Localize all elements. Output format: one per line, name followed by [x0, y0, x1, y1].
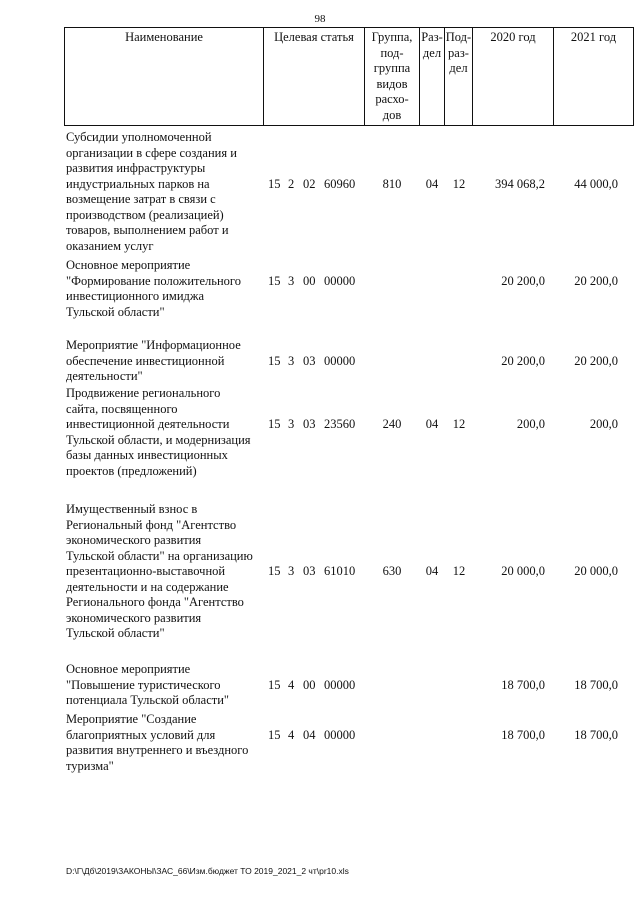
- row-name-line: развития внутреннего и въездного: [66, 743, 249, 757]
- expense-group: 630: [382, 564, 402, 578]
- target-article-subprogram: 2: [288, 176, 295, 191]
- row-name: [66, 130, 266, 254]
- target-article-subprogram: 3: [288, 353, 295, 368]
- row-name-line: организации в сфере создания и: [66, 145, 237, 160]
- row-name-line: обеспечение инвестиционной: [66, 353, 225, 368]
- header-group: [365, 30, 419, 123]
- target-article-direction: 60960: [324, 176, 356, 191]
- header-subsection-line: дел: [449, 61, 468, 75]
- target-article-direction: 61010: [324, 564, 356, 578]
- subsection: 12: [452, 564, 466, 578]
- header-group-line: видов: [376, 76, 408, 91]
- row-name-line: производством (реализацией): [66, 207, 224, 222]
- header-section: [420, 30, 444, 61]
- row-name-line: Тульской области" на организацию: [66, 548, 253, 563]
- target-article-subprogram: 4: [288, 727, 295, 742]
- row-name-line: Основное мероприятие: [66, 258, 191, 272]
- row-name-line: Основное мероприятие: [66, 662, 191, 676]
- header-group-line: дов: [382, 107, 402, 122]
- row-name-line: Субсидии уполномоченной: [66, 130, 212, 144]
- header-subsection: [445, 30, 472, 77]
- amount-2021: 44 000,0: [574, 176, 618, 191]
- row-name-line: презентационно-выставочной: [66, 564, 226, 578]
- row-name-line: Мероприятие "Информационное: [66, 338, 241, 352]
- header-group-line: под-: [380, 45, 404, 60]
- target-article-event: 03: [303, 417, 316, 431]
- amount-2020: 20 000,0: [501, 564, 545, 578]
- header-divider: [633, 27, 634, 126]
- header-target-article: Целевая статья: [274, 30, 354, 44]
- target-article-program: 15: [268, 176, 281, 191]
- row-name-line: инвестиционной деятельности: [66, 417, 230, 431]
- header-year-2021: 2021 год: [570, 30, 617, 44]
- amount-2020: 200,0: [516, 417, 545, 431]
- row-name-line: индустриальных парков на: [66, 176, 210, 191]
- target-article-subprogram: 3: [288, 564, 295, 578]
- row-name-line: потенциала Тульской области": [66, 693, 230, 707]
- row-name-line: Тульской области, и модернизация: [66, 432, 251, 447]
- amount-2021: 200,0: [589, 417, 618, 431]
- row-name-line: "Формирование положительного: [66, 273, 241, 288]
- row-name-line: оказанием услуг: [66, 238, 154, 253]
- row-name-line: экономического развития: [66, 533, 202, 547]
- target-article-direction: 00000: [324, 273, 356, 288]
- row-name-line: Тульской области": [66, 626, 165, 640]
- row-name-line: экономического развития: [66, 610, 202, 625]
- target-article-event: 04: [303, 727, 316, 742]
- row-name-line: базы данных инвестиционных: [66, 448, 228, 462]
- amount-2021: 20 000,0: [574, 564, 618, 578]
- amount-2020: 18 700,0: [501, 677, 545, 692]
- target-article-direction: 23560: [324, 417, 356, 431]
- target-article-direction: 00000: [324, 727, 356, 742]
- expense-group: 810: [382, 176, 402, 191]
- amount-2021: 18 700,0: [574, 677, 618, 692]
- amount-2021: 18 700,0: [574, 727, 618, 742]
- amount-2021: 20 200,0: [574, 273, 618, 288]
- row-name-line: Мероприятие "Создание: [66, 712, 197, 726]
- header-group-line: расхо-: [375, 92, 409, 106]
- amount-2020: 394 068,2: [495, 176, 545, 191]
- target-article-event: 02: [303, 176, 316, 191]
- row-name: [66, 502, 266, 642]
- row-name-line: инвестиционного имиджа: [66, 289, 205, 303]
- header-group-line: Группа,: [371, 30, 413, 44]
- row-name-line: Продвижение регионального: [66, 386, 221, 400]
- target-article-subprogram: 3: [288, 273, 295, 288]
- target-article-event: 03: [303, 564, 316, 578]
- header-name: Наименование: [125, 30, 203, 44]
- row-name: [66, 712, 266, 774]
- header-subsection-line: раз-: [448, 45, 469, 60]
- row-name: [66, 386, 266, 479]
- section: 04: [425, 564, 439, 578]
- target-article-program: 15: [268, 677, 281, 692]
- target-article-subprogram: 4: [288, 677, 295, 692]
- target-article-program: 15: [268, 727, 281, 742]
- amount-2020: 20 200,0: [501, 353, 545, 368]
- header-year-2020: 2020 год: [490, 30, 536, 44]
- row-name: [66, 338, 266, 385]
- expense-group: 240: [382, 417, 402, 431]
- target-article-program: 15: [268, 353, 281, 368]
- header-group-line: группа: [373, 61, 411, 75]
- row-name-line: Региональный фонд "Агентство: [66, 517, 237, 532]
- subsection: 12: [452, 417, 466, 431]
- header-top-border: [64, 27, 634, 28]
- row-name-line: Регионального фонда "Агентство: [66, 595, 244, 609]
- header-section-line: Раз-: [421, 30, 443, 44]
- row-name-line: возмещение затрат в связи с: [66, 192, 216, 206]
- target-article-direction: 00000: [324, 677, 356, 692]
- amount-2020: 20 200,0: [501, 273, 545, 288]
- target-article-program: 15: [268, 564, 281, 578]
- subsection: 12: [452, 176, 466, 191]
- target-article-subprogram: 3: [288, 417, 295, 431]
- row-name-line: товаров, выполнением работ и: [66, 223, 229, 237]
- amount-2021: 20 200,0: [574, 353, 618, 368]
- target-article-event: 00: [303, 273, 316, 288]
- row-name-line: деятельности и на содержание: [66, 579, 229, 594]
- header-section-line: дел: [422, 45, 442, 60]
- row-name-line: деятельности": [66, 369, 143, 383]
- row-name-line: Тульской области": [66, 304, 165, 319]
- target-article-program: 15: [268, 273, 281, 288]
- header-subsection-line: Под-: [445, 30, 472, 44]
- row-name-line: Имущественный взнос в: [66, 502, 198, 516]
- row-name-line: "Повышение туристического: [66, 677, 221, 692]
- row-name: [66, 258, 266, 320]
- row-name-line: благоприятных условий для: [66, 727, 216, 742]
- section: 04: [425, 417, 439, 431]
- target-article-event: 00: [303, 677, 316, 692]
- row-name-line: проектов (предложений): [66, 463, 197, 478]
- row-name: [66, 662, 266, 709]
- page-number: 98: [314, 13, 326, 25]
- target-article-program: 15: [268, 417, 281, 431]
- amount-2020: 18 700,0: [501, 727, 545, 742]
- target-article-event: 03: [303, 353, 316, 368]
- header-bottom-border: [64, 125, 634, 126]
- row-name-line: развития инфраструктуры: [66, 161, 206, 175]
- row-name-line: сайта, посвященного: [66, 401, 178, 416]
- row-name-line: туризма": [66, 758, 114, 773]
- target-article-direction: 00000: [324, 353, 356, 368]
- file-path-footer: D:\Г\Дб\2019\ЗАКОНЫ\ЗАС_66\Изм.бюджет ТО 2019_2021_2 чт\pr10.xls: [66, 866, 349, 876]
- section: 04: [425, 176, 439, 191]
